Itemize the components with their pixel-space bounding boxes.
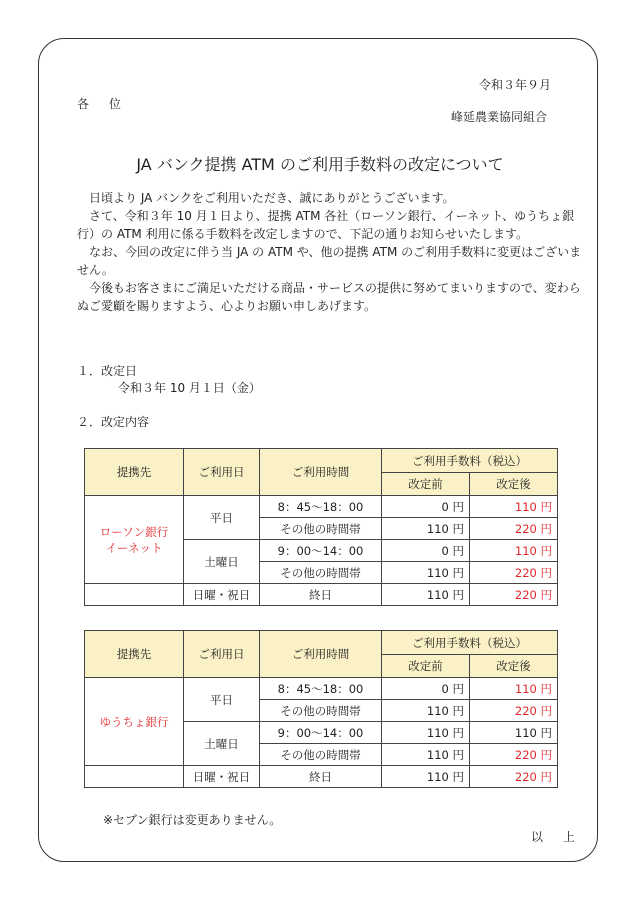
fee-table-lawson-enet: [84, 448, 558, 606]
issue-date: 令和３年９月: [479, 78, 552, 92]
fee-after: 220 円: [470, 518, 558, 540]
table-row: [85, 584, 558, 606]
body-text: [77, 189, 582, 315]
header-day: ご利用日: [184, 631, 260, 678]
fee-table-yucho: [84, 630, 558, 788]
fee-before: 110 円: [382, 744, 470, 766]
time-cell: 8：45～18：00: [260, 678, 382, 700]
fee-before: 110 円: [382, 562, 470, 584]
time-cell: その他の時間帯: [260, 744, 382, 766]
header-before: 改定前: [382, 473, 470, 496]
header-before: 改定前: [382, 655, 470, 678]
footnote: ※セブン銀行は変更ありません。: [103, 813, 282, 827]
time-cell: その他の時間帯: [260, 562, 382, 584]
paragraph: なお、今回の改定に伴う当 JA の ATM や、他の提携 ATM のご利用手数料に変更はございません。: [77, 245, 582, 277]
time-cell: 終日: [260, 766, 382, 788]
time-cell: 9：00～14：00: [260, 722, 382, 744]
fee-before: 110 円: [382, 518, 470, 540]
closing-mark: 以 上: [531, 830, 583, 844]
organization-name: 峰延農業協同組合: [451, 110, 548, 124]
partner-name-line: イーネット: [105, 540, 163, 555]
paragraph: 今後もお客さまにご満足いただける商品・サービスの提供に努めてまいりますので、変わらぬご愛顧を賜りますよう、心よりお願い申しあげます。: [77, 281, 581, 313]
fee-before: 110 円: [382, 700, 470, 722]
header-partner: 提携先: [85, 631, 184, 678]
revision-date-value: 令和３年 10 月１日（金）: [118, 381, 261, 395]
header-time: ご利用時間: [260, 449, 382, 496]
fee-after: 220 円: [470, 744, 558, 766]
document-title: JA バンク提携 ATM のご利用手数料の改定について: [136, 155, 504, 174]
addressee: 各 位: [77, 97, 129, 111]
fee-before: 110 円: [382, 722, 470, 744]
partner-name-line: ローソン銀行: [99, 524, 169, 539]
paragraph: さて、令和３年 10 月１日より、提携 ATM 各社（ローソン銀行、イーネット、ゆうちょ銀行）の ATM 利用に係る手数料を改定しますので、下記の通りお知らせいたします。: [77, 209, 575, 241]
day-weekday: 平日: [184, 496, 260, 540]
table-row: [85, 766, 558, 788]
day-saturday: 土曜日: [184, 540, 260, 584]
section-heading-content: ２．改定内容: [77, 415, 150, 429]
fee-before: 0 円: [382, 496, 470, 518]
fee-after: 110 円: [470, 722, 558, 744]
fee-after: 110 円: [470, 678, 558, 700]
section-heading-date: １．改定日: [77, 364, 138, 378]
header-fee: ご利用手数料（税込）: [382, 631, 558, 655]
header-day: ご利用日: [184, 449, 260, 496]
fee-after: 220 円: [470, 766, 558, 788]
fee-before: 0 円: [382, 678, 470, 700]
partner-name: [85, 496, 184, 584]
time-cell: 終日: [260, 584, 382, 606]
header-fee: ご利用手数料（税込）: [382, 449, 558, 473]
fee-before: 110 円: [382, 766, 470, 788]
time-cell: その他の時間帯: [260, 700, 382, 722]
fee-before: 0 円: [382, 540, 470, 562]
fee-after: 220 円: [470, 562, 558, 584]
table-row: [85, 678, 558, 700]
day-weekday: 平日: [184, 678, 260, 722]
time-cell: 9：00～14：00: [260, 540, 382, 562]
header-time: ご利用時間: [260, 631, 382, 678]
day-saturday: 土曜日: [184, 722, 260, 766]
partner-spacer: [85, 584, 184, 606]
partner-spacer: [85, 766, 184, 788]
table-row: [85, 496, 558, 518]
partner-name: ゆうちょ銀行: [85, 678, 184, 766]
fee-after: 220 円: [470, 584, 558, 606]
day-sunday: 日曜・祝日: [184, 584, 260, 606]
fee-after: 220 円: [470, 700, 558, 722]
header-partner: 提携先: [85, 449, 184, 496]
day-sunday: 日曜・祝日: [184, 766, 260, 788]
fee-after: 110 円: [470, 540, 558, 562]
time-cell: 8：45～18：00: [260, 496, 382, 518]
time-cell: その他の時間帯: [260, 518, 382, 540]
header-after: 改定後: [470, 473, 558, 496]
paragraph: 日頃より JA バンクをご利用いただき、誠にありがとうございます。: [89, 191, 455, 205]
fee-before: 110 円: [382, 584, 470, 606]
fee-after: 110 円: [470, 496, 558, 518]
header-after: 改定後: [470, 655, 558, 678]
